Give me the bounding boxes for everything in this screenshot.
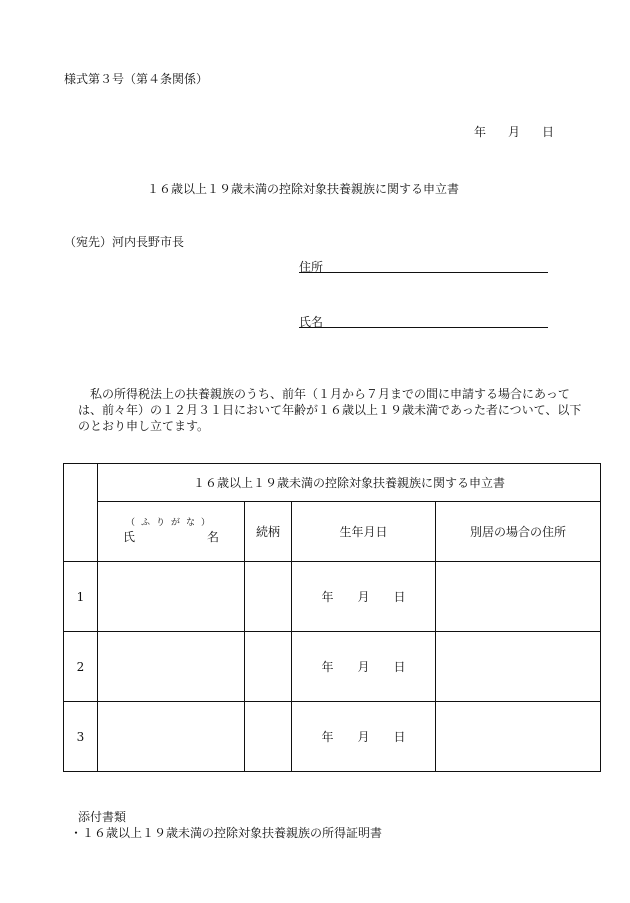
birth-day-label: 日 bbox=[393, 660, 406, 674]
birth-year-label: 年 bbox=[321, 730, 334, 744]
relation-column-header: 続柄 bbox=[245, 502, 292, 562]
document-title: １６歳以上１９歳未満の控除対象扶養親族に関する申立書 bbox=[147, 182, 460, 196]
name-field[interactable] bbox=[299, 313, 548, 328]
relation-cell[interactable] bbox=[245, 632, 292, 702]
birth-year-label: 年 bbox=[321, 590, 334, 604]
birthdate-cell[interactable] bbox=[292, 562, 436, 632]
table-row bbox=[64, 632, 601, 702]
relation-cell[interactable] bbox=[245, 702, 292, 772]
date-year-label: 年 bbox=[474, 125, 487, 139]
birthdate-column-header: 生年月日 bbox=[292, 502, 436, 562]
table-title: １６歳以上１９歳未満の控除対象扶養親族に関する申立書 bbox=[98, 464, 601, 502]
addressee: （宛先）河内長野市長 bbox=[64, 235, 185, 249]
birth-day-label: 日 bbox=[393, 590, 406, 604]
row-number-header bbox=[64, 464, 98, 562]
row-number: 1 bbox=[64, 562, 98, 632]
birth-year-label: 年 bbox=[321, 660, 334, 674]
birthdate-cell[interactable] bbox=[292, 632, 436, 702]
furigana-label: （ふりがな） bbox=[125, 518, 216, 528]
date-month-label: 月 bbox=[508, 125, 521, 139]
attachments-title: 添付書類 bbox=[78, 810, 127, 824]
date-day-label: 日 bbox=[542, 125, 555, 139]
row-number: 3 bbox=[64, 702, 98, 772]
name-header-mei: 名 bbox=[206, 530, 219, 544]
row-number: 2 bbox=[64, 632, 98, 702]
name-cell[interactable] bbox=[98, 702, 245, 772]
table-row bbox=[64, 562, 601, 632]
name-cell[interactable] bbox=[98, 632, 245, 702]
name-cell[interactable] bbox=[98, 562, 245, 632]
relation-cell[interactable] bbox=[245, 562, 292, 632]
declaration-text: 私の所得税法上の扶養親族のうち、前年（１月から７月までの間に申請する場合にあっては、前々年）の１２月３１日において年齢が１６歳以上１９歳未満であった者について、以下のとおり申し立てます。 bbox=[78, 387, 582, 433]
address-cell[interactable] bbox=[436, 562, 601, 632]
form-number: 様式第３号（第４条関係） bbox=[64, 72, 209, 86]
birth-day-label: 日 bbox=[393, 730, 406, 744]
dependents-table bbox=[63, 463, 601, 772]
name-column-header bbox=[98, 502, 245, 562]
address-column-header: 別居の場合の住所 bbox=[436, 502, 601, 562]
birth-month-label: 月 bbox=[357, 660, 370, 674]
birthdate-cell[interactable] bbox=[292, 702, 436, 772]
name-header-shi: 氏 bbox=[123, 530, 136, 544]
birth-month-label: 月 bbox=[357, 590, 370, 604]
address-field[interactable] bbox=[299, 258, 548, 273]
name-label: 氏名 bbox=[299, 315, 324, 329]
submission-date bbox=[474, 123, 554, 140]
table-row bbox=[64, 702, 601, 772]
address-label: 住所 bbox=[299, 260, 324, 274]
address-cell[interactable] bbox=[436, 702, 601, 772]
birth-month-label: 月 bbox=[357, 730, 370, 744]
attachment-item: ・１６歳以上１９歳未満の控除対象扶養親族の所得証明書 bbox=[70, 826, 383, 840]
address-cell[interactable] bbox=[436, 632, 601, 702]
